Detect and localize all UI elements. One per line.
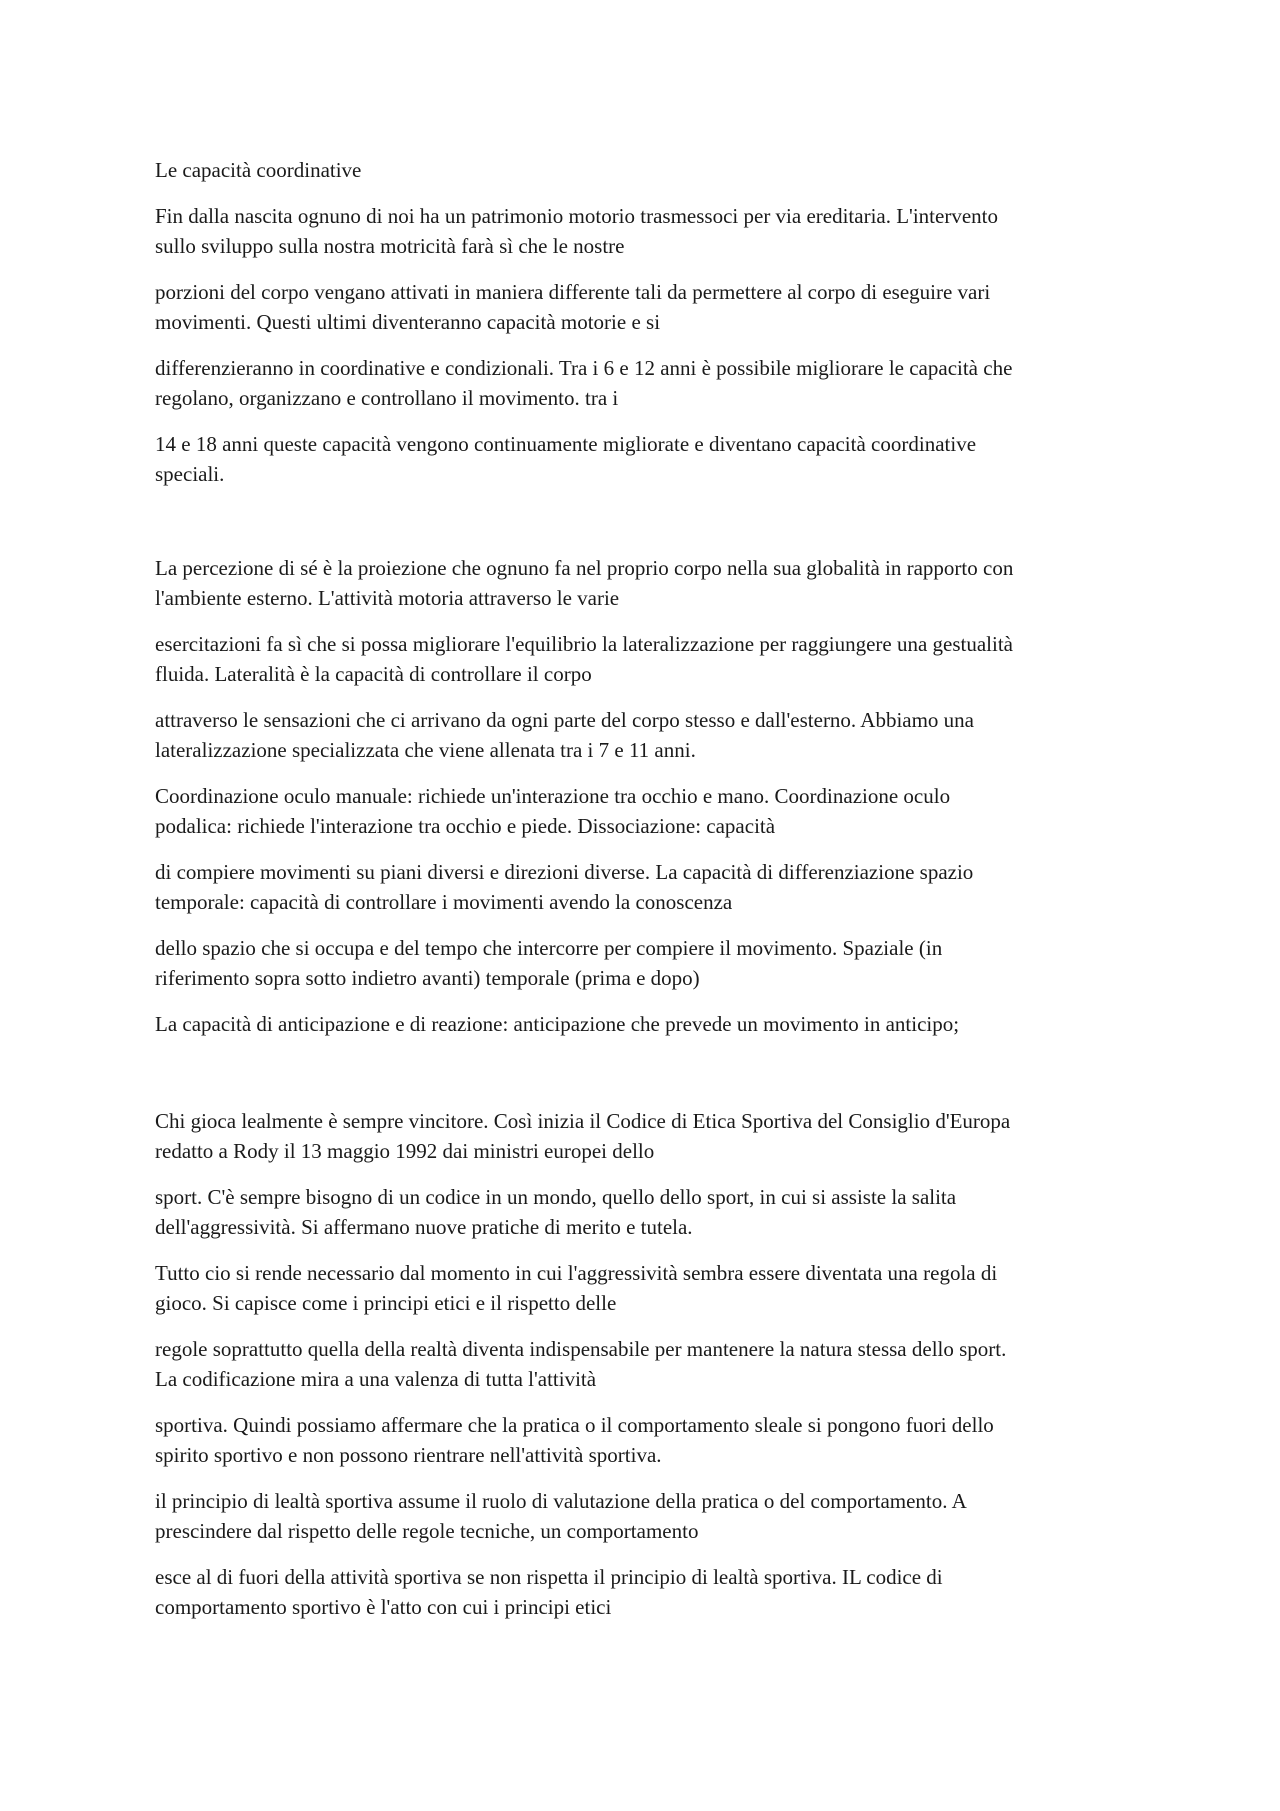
text-line: sullo sviluppo sulla nostra motricità farà sì che le nostre bbox=[155, 234, 625, 258]
paragraph bbox=[155, 781, 1145, 841]
text-line: riferimento sopra sotto indietro avanti) temporale (prima e dopo) bbox=[155, 966, 700, 990]
text-line: sport. C'è sempre bisogno di un codice in un mondo, quello dello sport, in cui si assiste la salita bbox=[155, 1185, 957, 1209]
text-line: podalica: richiede l'interazione tra occhio e piede. Dissociazione: capacità bbox=[155, 814, 776, 838]
paragraph bbox=[155, 201, 1145, 261]
text-line: differenzieranno in coordinative e condizionali. Tra i 6 e 12 anni è possibile migliorare le capacità che bbox=[155, 356, 1013, 380]
text-line: temporale: capacità di controllare i movimenti avendo la conoscenza bbox=[155, 890, 733, 914]
document-title bbox=[155, 155, 1145, 185]
text-line: fluida. Lateralità è la capacità di controllare il corpo bbox=[155, 662, 592, 686]
text-line: dello spazio che si occupa e del tempo che intercorre per compiere il movimento. Spaziale (in bbox=[155, 936, 943, 960]
text-line: Coordinazione oculo manuale: richiede un'interazione tra occhio e mano. Coordinazione oculo bbox=[155, 784, 951, 808]
paragraph bbox=[155, 1562, 1145, 1622]
text-line: La capacità di anticipazione e di reazione: anticipazione che prevede un movimento in anticipo; bbox=[155, 1012, 960, 1036]
text-line: l'ambiente esterno. L'attività motoria attraverso le varie bbox=[155, 586, 620, 610]
text-line: lateralizzazione specializzata che viene allenata tra i 7 e 11 anni. bbox=[155, 738, 696, 762]
text-line: movimenti. Questi ultimi diventeranno capacità motorie e si bbox=[155, 310, 661, 334]
paragraph bbox=[155, 705, 1145, 765]
text-line: Chi gioca lealmente è sempre vincitore. Così inizia il Codice di Etica Sportiva del Consiglio d'Europa bbox=[155, 1109, 1011, 1133]
paragraph bbox=[155, 553, 1145, 613]
text-line: Le capacità coordinative bbox=[155, 158, 362, 182]
text-line: Fin dalla nascita ognuno di noi ha un patrimonio motorio trasmessoci per via ereditaria. L'intervento bbox=[155, 204, 998, 228]
paragraph bbox=[155, 629, 1145, 689]
text-line: dell'aggressività. Si affermano nuove pratiche di merito e tutela. bbox=[155, 1215, 693, 1239]
text-line: comportamento sportivo è l'atto con cui i principi etici bbox=[155, 1595, 612, 1619]
text-line: Tutto cio si rende necessario dal momento in cui l'aggressività sembra essere diventata una regola di bbox=[155, 1261, 998, 1285]
paragraph bbox=[155, 1106, 1145, 1166]
text-line: esce al di fuori della attività sportiva se non rispetta il principio di lealtà sportiva. IL codice di bbox=[155, 1565, 943, 1589]
text-line: gioco. Si capisce come i principi etici e il rispetto delle bbox=[155, 1291, 617, 1315]
paragraph bbox=[155, 429, 1145, 489]
text-line: regole soprattutto quella della realtà diventa indispensabile per mantenere la natura stessa dello sport. bbox=[155, 1337, 1007, 1361]
text-line: redatto a Rody il 13 maggio 1992 dai ministri europei dello bbox=[155, 1139, 655, 1163]
paragraph bbox=[155, 1334, 1145, 1394]
paragraph bbox=[155, 1182, 1145, 1242]
text-line: prescindere dal rispetto delle regole tecniche, un comportamento bbox=[155, 1519, 699, 1543]
paragraph bbox=[155, 353, 1145, 413]
paragraph bbox=[155, 1258, 1145, 1318]
text-line: di compiere movimenti su piani diversi e direzioni diverse. La capacità di differenziazione spazio bbox=[155, 860, 974, 884]
text-line: speciali. bbox=[155, 462, 225, 486]
paragraph bbox=[155, 1410, 1145, 1470]
paragraph bbox=[155, 933, 1145, 993]
text-line: spirito sportivo e non possono rientrare nell'attività sportiva. bbox=[155, 1443, 662, 1467]
text-line: La percezione di sé è la proiezione che ognuno fa nel proprio corpo nella sua globalità in rapporto con bbox=[155, 556, 1014, 580]
text-line: sportiva. Quindi possiamo affermare che la pratica o il comportamento sleale si pongono fuori dello bbox=[155, 1413, 994, 1437]
text-line: esercitazioni fa sì che si possa migliorare l'equilibrio la lateralizzazione per raggiungere una gestualità bbox=[155, 632, 1014, 656]
text-line: regolano, organizzano e controllano il movimento. tra i bbox=[155, 386, 619, 410]
text-line: attraverso le sensazioni che ci arrivano da ogni parte del corpo stesso e dall'esterno. Abbiamo una bbox=[155, 708, 974, 732]
paragraph bbox=[155, 1009, 1145, 1039]
text-line: La codificazione mira a una valenza di tutta l'attività bbox=[155, 1367, 597, 1391]
text-line: il principio di lealtà sportiva assume il ruolo di valutazione della pratica o del comportamento. A bbox=[155, 1489, 967, 1513]
text-line: porzioni del corpo vengano attivati in maniera differente tali da permettere al corpo di eseguire vari bbox=[155, 280, 991, 304]
text-line: 14 e 18 anni queste capacità vengono continuamente migliorate e diventano capacità coordinative bbox=[155, 432, 977, 456]
paragraph bbox=[155, 1486, 1145, 1546]
paragraph bbox=[155, 277, 1145, 337]
paragraph bbox=[155, 857, 1145, 917]
